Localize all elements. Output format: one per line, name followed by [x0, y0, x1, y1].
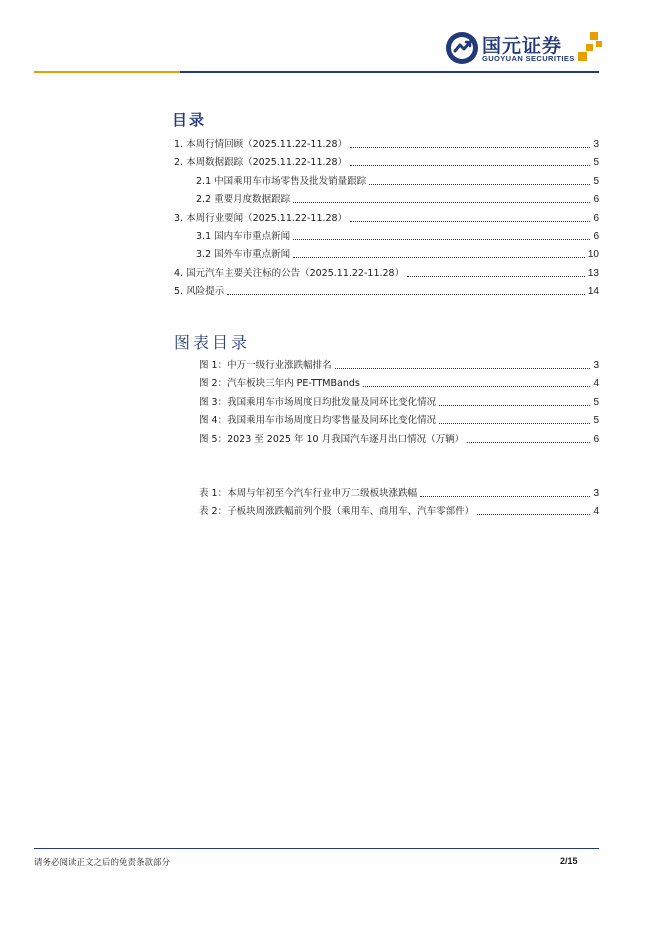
table-entry[interactable] — [199, 486, 599, 500]
toc-entry-leader-dots — [407, 276, 585, 277]
table-entry-page: 3 — [593, 488, 599, 499]
toc-entry-label: 2.1 中国乘用车市场零售及批发销量跟踪 — [196, 175, 367, 187]
figure-entry-leader-dots — [439, 423, 590, 424]
logo-name-en: GUOYUAN SECURITIES — [482, 54, 575, 63]
figure-list-heading: 图表目录 — [174, 333, 251, 352]
toc-entry[interactable] — [174, 211, 599, 225]
figure-entry-page: 6 — [593, 433, 599, 445]
toc-entry-leader-dots — [293, 239, 590, 240]
footer-disclaimer: 请务必阅读正文之后的免责条款部分 — [34, 858, 171, 868]
toc-entry-label: 2.2 重要月度数据跟踪 — [196, 194, 291, 206]
table-entry[interactable] — [199, 504, 599, 518]
logo-name-cn: 国元证券 — [482, 35, 563, 57]
page-number: 2/15 — [560, 856, 578, 866]
footer-rule — [34, 848, 599, 849]
figure-entry-label: 图 4：我国乘用车市场周度日均零售量及同环比变化情况 — [199, 415, 437, 427]
table-entry-leader-dots — [420, 496, 590, 497]
toc-entry-leader-dots — [350, 147, 590, 148]
toc-entry-leader-dots — [293, 257, 585, 258]
toc-entry-label: 4. 国元汽车主要关注标的公告（2025.11.22-11.28） — [174, 267, 405, 279]
toc-entry[interactable] — [196, 229, 599, 243]
toc-entry-leader-dots — [227, 294, 585, 295]
figure-entry-page: 5 — [593, 415, 599, 427]
figure-entry-leader-dots — [439, 405, 590, 406]
toc-entry-page: 6 — [593, 212, 599, 224]
toc-entry-page: 5 — [593, 175, 599, 187]
toc-entry-page: 3 — [593, 139, 599, 150]
figure-entry[interactable] — [199, 395, 599, 409]
toc-heading: 目录 — [172, 111, 207, 129]
figure-entry-leader-dots — [467, 442, 590, 443]
table-entry-label: 表 1：本周与年初至今汽车行业申万二级板块涨跌幅 — [199, 488, 418, 499]
toc-entry[interactable] — [174, 155, 599, 169]
company-logo — [444, 30, 604, 66]
logo-squares-icon — [576, 32, 604, 62]
toc-entry-leader-dots — [350, 165, 590, 166]
toc-entry-page: 14 — [587, 286, 599, 298]
figure-entry-page: 5 — [593, 396, 599, 408]
toc-entry-page: 13 — [587, 267, 599, 279]
header-accent-rule — [34, 71, 180, 73]
toc-entry-label: 2. 本周数据跟踪（2025.11.22-11.28） — [174, 157, 348, 169]
toc-entry-leader-dots — [350, 221, 590, 222]
toc-entry[interactable] — [196, 174, 599, 188]
toc-entry[interactable] — [174, 284, 599, 298]
table-entry-leader-dots — [477, 514, 590, 515]
figure-entry-leader-dots — [335, 368, 591, 369]
figure-entry-page: 4 — [593, 378, 599, 390]
toc-entry-page: 6 — [593, 194, 599, 206]
toc-entry-leader-dots — [293, 202, 590, 203]
toc-entry-label: 1. 本周行情回顾（2025.11.22-11.28） — [174, 139, 348, 150]
figure-entry[interactable] — [199, 432, 599, 446]
figure-entry[interactable] — [199, 358, 599, 372]
toc-entry-label: 3.1 国内车市重点新闻 — [196, 231, 291, 242]
toc-entry-label: 5. 风险提示 — [174, 286, 225, 298]
toc-entry[interactable] — [174, 137, 599, 151]
toc-entry-label: 3. 本周行业要闻（2025.11.22-11.28） — [174, 212, 348, 224]
toc-entry[interactable] — [174, 266, 599, 280]
table-entry-label: 表 2：子板块周涨跌幅前列个股（乘用车、商用车、汽车零部件） — [199, 506, 475, 518]
toc-entry-page: 10 — [587, 249, 599, 261]
toc-entry[interactable] — [196, 192, 599, 206]
guoyuan-logo-icon — [444, 30, 480, 66]
figure-entry-label: 图 1：中万一级行业涨跌幅排名 — [199, 360, 332, 371]
toc-entry-leader-dots — [369, 184, 590, 185]
figure-entry[interactable] — [199, 413, 599, 427]
figure-entry-page: 3 — [593, 360, 599, 371]
figure-entry-label: 图 3：我国乘用车市场周度日均批发量及同环比变化情况 — [199, 396, 437, 408]
toc-entry-label: 3.2 国外车市重点新闻 — [196, 249, 291, 261]
toc-entry-page: 5 — [593, 157, 599, 169]
figure-entry-label: 图 5：2023 至 2025 年 10 月我国汽车逐月出口情况（万辆） — [199, 433, 465, 445]
toc-entry[interactable] — [196, 247, 599, 261]
figure-entry-leader-dots — [363, 386, 591, 387]
table-entry-page: 4 — [593, 506, 599, 518]
toc-entry-page: 6 — [593, 231, 599, 242]
figure-entry[interactable] — [199, 376, 599, 390]
figure-entry-label: 图 2：汽车板块三年内 PE-TTMBands — [199, 378, 360, 390]
